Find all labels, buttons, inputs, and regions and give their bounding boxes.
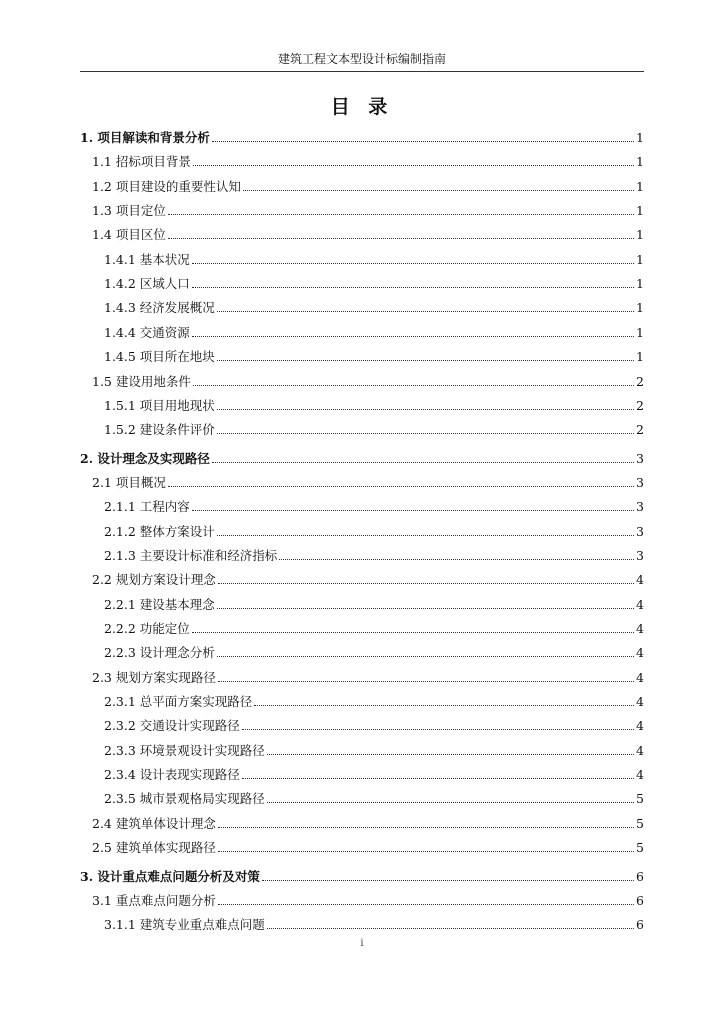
toc-dot-leader bbox=[192, 287, 634, 288]
toc-entry-page: 3 bbox=[636, 474, 644, 490]
toc-dot-leader bbox=[212, 141, 634, 142]
toc-entry-label: 1.5.1 项目用地现状 bbox=[104, 397, 215, 413]
toc-dot-leader bbox=[242, 778, 634, 779]
toc-entry-page: 5 bbox=[636, 791, 644, 807]
toc-entry[interactable] bbox=[80, 619, 644, 637]
toc-entry-page: 4 bbox=[636, 767, 644, 783]
toc-entry-page: 4 bbox=[636, 742, 644, 758]
toc-entry-label: 1.4.4 交通资源 bbox=[104, 324, 190, 340]
toc-entry[interactable] bbox=[80, 274, 644, 292]
toc-entry[interactable] bbox=[80, 643, 644, 661]
page-title: 目 录 bbox=[330, 96, 394, 118]
toc-entry[interactable] bbox=[80, 347, 644, 365]
toc-entry-page: 1 bbox=[636, 203, 644, 219]
toc-dot-leader bbox=[217, 535, 634, 536]
toc-dot-leader bbox=[212, 462, 634, 463]
toc-entry[interactable] bbox=[80, 814, 644, 832]
toc-entry[interactable] bbox=[80, 225, 644, 243]
toc-dot-leader bbox=[262, 880, 634, 881]
toc-entry[interactable] bbox=[80, 692, 644, 710]
toc-entry[interactable] bbox=[80, 250, 644, 268]
toc-entry-label: 2.1.2 整体方案设计 bbox=[104, 523, 215, 539]
toc-dot-leader bbox=[217, 360, 634, 361]
toc-entry[interactable] bbox=[80, 838, 644, 856]
toc-dot-leader bbox=[168, 486, 634, 487]
toc-entry-label: 3. 设计重点难点问题分析及对策 bbox=[80, 868, 260, 884]
toc-entry-label: 2.1.3 主要设计标准和经济指标 bbox=[104, 547, 278, 563]
toc-entry-label: 2.5 建筑单体实现路径 bbox=[92, 840, 216, 856]
toc-dot-leader bbox=[192, 263, 634, 264]
toc-dot-leader bbox=[192, 510, 634, 511]
toc-entry[interactable] bbox=[80, 372, 644, 390]
toc-entry-page: 5 bbox=[636, 815, 644, 831]
toc-entry[interactable] bbox=[80, 789, 644, 807]
toc-entry[interactable] bbox=[80, 420, 644, 438]
toc-entry-label: 1.3 项目定位 bbox=[92, 203, 166, 219]
toc-dot-leader bbox=[267, 802, 634, 803]
toc-entry-label: 2.1.1 工程内容 bbox=[104, 499, 190, 515]
toc-dot-leader bbox=[168, 214, 634, 215]
toc-dot-leader bbox=[218, 851, 634, 852]
toc-entry-page: 3 bbox=[636, 523, 644, 539]
toc-dot-leader bbox=[217, 608, 634, 609]
toc-entry-label: 1.4.3 经济发展概况 bbox=[104, 300, 215, 316]
toc-entry[interactable] bbox=[80, 595, 644, 613]
toc-entry-page: 3 bbox=[636, 450, 644, 466]
toc-entry-label: 2. 设计理念及实现路径 bbox=[80, 450, 210, 466]
toc-entry-label: 3.1.1 建筑专业重点难点问题 bbox=[104, 917, 265, 933]
toc-entry[interactable] bbox=[80, 915, 644, 933]
toc-entry-page: 1 bbox=[636, 276, 644, 292]
toc-entry-page: 1 bbox=[636, 251, 644, 267]
toc-entry[interactable] bbox=[80, 201, 644, 219]
toc-entry-label: 1.4.1 基本状况 bbox=[104, 251, 190, 267]
toc-dot-leader bbox=[168, 238, 634, 239]
toc-entry-label: 2.2.3 设计理念分析 bbox=[104, 645, 215, 661]
toc-entry-label: 1.5.2 建设条件评价 bbox=[104, 422, 215, 438]
toc-entry-page: 1 bbox=[636, 227, 644, 243]
toc-dot-leader bbox=[193, 165, 634, 166]
toc-dot-leader bbox=[192, 632, 634, 633]
toc-entry-page: 5 bbox=[636, 840, 644, 856]
toc-entry[interactable] bbox=[80, 570, 644, 588]
toc-entry[interactable] bbox=[80, 396, 644, 414]
toc-dot-leader bbox=[217, 433, 634, 434]
toc-entry[interactable] bbox=[80, 323, 644, 341]
toc-entry[interactable] bbox=[80, 867, 644, 885]
toc-entry-page: 4 bbox=[636, 596, 644, 612]
toc-entry[interactable] bbox=[80, 128, 644, 146]
toc-dot-leader bbox=[242, 729, 634, 730]
toc-entry[interactable] bbox=[80, 891, 644, 909]
toc-entry-page: 1 bbox=[636, 178, 644, 194]
toc-entry-page: 4 bbox=[636, 621, 644, 636]
toc-dot-leader bbox=[279, 559, 634, 560]
toc-entry-page: 1 bbox=[636, 300, 644, 316]
toc-dot-leader bbox=[217, 656, 634, 657]
toc-entry-label: 1.4.2 区域人口 bbox=[104, 276, 190, 292]
toc-dot-leader bbox=[217, 409, 634, 410]
toc-entry-label: 1.1 招标项目背景 bbox=[92, 154, 191, 170]
toc-entry[interactable] bbox=[80, 298, 644, 316]
toc-dot-leader bbox=[192, 336, 634, 337]
toc-entry-page: 1 bbox=[636, 349, 644, 365]
toc-entry-label: 2.1 项目概况 bbox=[92, 474, 166, 490]
toc-entry[interactable] bbox=[80, 522, 644, 540]
toc-entry-page: 6 bbox=[636, 917, 644, 933]
toc-entry[interactable] bbox=[80, 449, 644, 467]
toc-dot-leader bbox=[267, 928, 634, 929]
toc-entry[interactable] bbox=[80, 473, 644, 491]
toc-entry[interactable] bbox=[80, 152, 644, 170]
toc-dot-leader bbox=[243, 190, 634, 191]
toc-entry-label: 2.3.2 交通设计实现路径 bbox=[104, 718, 240, 734]
toc-entry-label: 2.3.5 城市景观格局实现路径 bbox=[104, 791, 265, 807]
toc-dot-leader bbox=[193, 385, 634, 386]
toc-dot-leader bbox=[254, 705, 634, 706]
toc-dot-leader bbox=[218, 583, 634, 584]
toc-entry[interactable] bbox=[80, 765, 644, 783]
toc-entry-label: 2.3.1 总平面方案实现路径 bbox=[104, 694, 253, 710]
toc-dot-leader bbox=[217, 311, 634, 312]
toc-entry[interactable] bbox=[80, 716, 644, 734]
toc-entry-page: 3 bbox=[636, 499, 644, 515]
toc-entry-label: 1. 项目解读和背景分析 bbox=[80, 130, 210, 145]
toc-entry-page: 4 bbox=[636, 718, 644, 734]
toc-entry-page: 2 bbox=[636, 373, 644, 389]
toc-entry-label: 2.3.4 设计表现实现路径 bbox=[104, 767, 240, 783]
page-number: i bbox=[360, 938, 364, 949]
toc-entry-page: 4 bbox=[636, 694, 644, 710]
toc-entry-label: 2.3.3 环境景观设计实现路径 bbox=[104, 742, 265, 758]
toc-entry-label: 3.1 重点难点问题分析 bbox=[92, 892, 216, 908]
toc-entry-page: 1 bbox=[636, 130, 644, 145]
toc-entry[interactable] bbox=[80, 668, 644, 686]
toc-entry-label: 1.4 项目区位 bbox=[92, 227, 166, 243]
toc-entry-page: 4 bbox=[636, 645, 644, 661]
toc-entry-label: 2.4 建筑单体设计理念 bbox=[92, 815, 216, 831]
toc-entry[interactable] bbox=[80, 546, 644, 564]
toc-entry[interactable] bbox=[80, 177, 644, 195]
toc-entry-label: 2.2 规划方案设计理念 bbox=[92, 572, 216, 588]
toc-entry-page: 6 bbox=[636, 868, 644, 884]
toc-entry[interactable] bbox=[80, 497, 644, 515]
toc-entry-label: 1.5 建设用地条件 bbox=[92, 373, 191, 389]
toc-entry-page: 2 bbox=[636, 397, 644, 413]
toc-entry-page: 4 bbox=[636, 572, 644, 588]
toc-entry-page: 2 bbox=[636, 422, 644, 438]
toc-entry[interactable] bbox=[80, 741, 644, 759]
toc-entry-page: 6 bbox=[636, 892, 644, 908]
toc-entry-page: 3 bbox=[636, 547, 644, 563]
toc-entry-label: 1.2 项目建设的重要性认知 bbox=[92, 178, 241, 194]
running-header: 建筑工程文本型设计标编制指南 bbox=[80, 50, 644, 72]
toc-entry-label: 2.2.2 功能定位 bbox=[104, 621, 190, 636]
toc-entry-page: 4 bbox=[636, 669, 644, 685]
toc-dot-leader bbox=[218, 827, 634, 828]
toc-entry-page: 1 bbox=[636, 324, 644, 340]
toc-entry-page: 1 bbox=[636, 154, 644, 170]
toc-entry-label: 2.2.1 建设基本理念 bbox=[104, 596, 215, 612]
toc-dot-leader bbox=[218, 681, 634, 682]
toc-entry-label: 1.4.5 项目所在地块 bbox=[104, 349, 215, 365]
toc-entry-label: 2.3 规划方案实现路径 bbox=[92, 669, 216, 685]
toc-dot-leader bbox=[218, 904, 634, 905]
toc-dot-leader bbox=[267, 754, 634, 755]
